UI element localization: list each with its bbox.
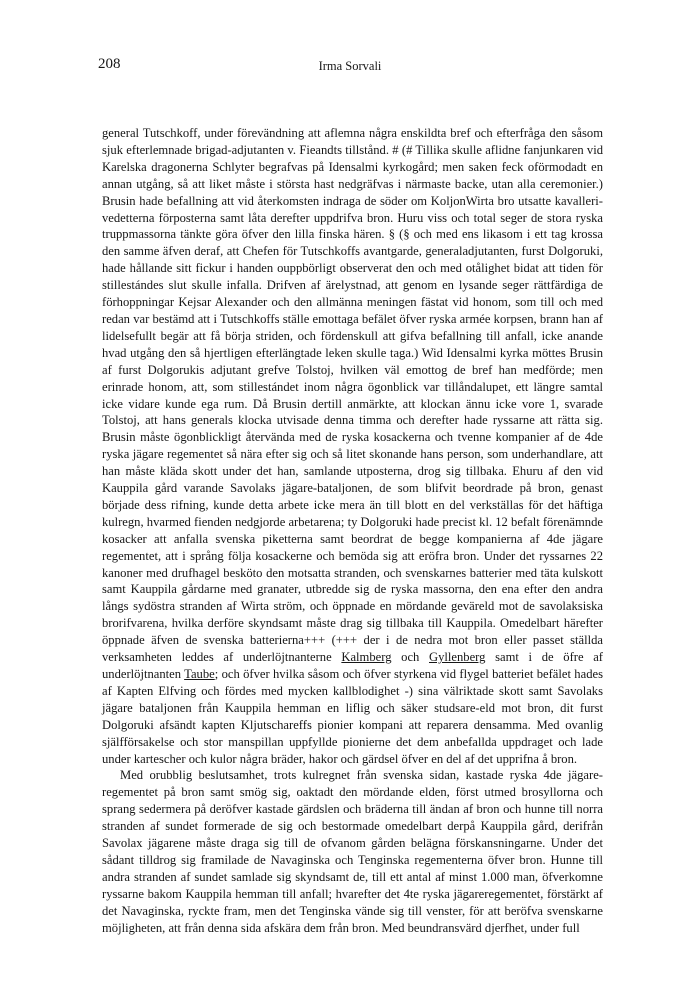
body-text bbox=[102, 125, 603, 937]
text-run: samt i de öfre af underlöjtnanten bbox=[102, 650, 603, 681]
running-header-author: Irma Sorvali bbox=[318, 59, 382, 73]
paragraph bbox=[102, 125, 603, 767]
page-number: 208 bbox=[98, 56, 121, 72]
text-run: Med orubblig beslutsamhet, trots kulregnet från svenska sidan, kastade ryska 4de jägare-regementet på bron samt smög sig, oaktadt den mördande elden, först utmed brosyllorna och sprang sedermera på deröfver kastade gärdslen och bräderna till ändan af bron och hunne till norra stranden af sundet formerade de sig och bestormade omedelbart derpå Kauppila gård, derifrån Savolax jägarene måste draga sig till de ofvanom gården belägna förskansningarne. Under det sådant tilldrog sig framilade de Navaginska och Tenginska regementerna öfver bron. Hunne till andra stranden af sundet samlade sig skyndsamt de, till ett antal af minst 1.000 man, öfverkomne ryssarne bakom Kauppila hemman till anfall; hvarefter det 4te ryska jägareregementet, förstärkt af det Navaginska, ryckte fram, men det Tenginska vände sig till venster, för att beröfva svenskarne möjligheten, att från denna sida afskära dem från bron. Med beundransvärd djerfhet, under full bbox=[102, 768, 603, 935]
text-run: ; och öfver hvilka såsom och öfver styrkena vid flygel batteriet befälet hades af Kapten Elfving och fördes med mycken kallblodighet -) sina välriktade skott samt Savolaks jägare bataljonen från Kauppila hemman en liflig och säker studsare-eld mot bron, dit furst Dolgoruki afsändt kapten Kljutschareffs pionier kompani att reparera densamma. Med ovanlig själfförsakelse och stor manspillan uppfyllde pionierne det dem anbefallda uppdraget och lade under kartescher och kulor några bräder, hakor och gärdsel öfver en del af det upprifna å bron. bbox=[102, 667, 603, 766]
text-run: general Tutschkoff, under förevändning att aflemna några enskildta bref och efterfråga den såsom sjuk efterlemnade brigad-adjutanten v. Fieandts tillstånd. # (# Tillika skulle aflidne fanjunkaren vid Karelska dragonerna Schlyter begrafvas på Idensalmi kyrkogård; men saken feck oförmodadt en annan utgång, så att liket måste i största hast nedgräfvas i närmaste backe, utan alla ceremonier.) Brusin hade befallning att vid återkomsten indraga de söder om KoljonWirta bro utsatte kavalleri-vedetterna förposterna samt låta derefter uppdrifva bron. Huru viss och total seger de stora ryska truppmassorna tänkte göra öfver den lilla finska hären. § (§ och med ens likasom i ett tag krossa den samme äfven deraf, att Chefen för Tutschkoffs avantgarde, generaladjutanten, furst Dolgoruki, hade hållande sitt fickur i handen ouppbörligt observerat den och med otålighet bidat att tiden för stillestándes slut skulle infalla. Drifven af ärelystnad, att genom en lysande seger rättfärdiga de förhoppningar Kejsar Alexander och den allmänna meningen fästat vid honom, som till och med redan var bestämd att i Tutschkoffs ställe emottaga befälet öfver ryska armée korpsen, brann han af lidelsefullt begär att få börja striden, och fördenskull att gifva befallning till anfall, icke anande hvad utgång den så hjertligen efterlängtade leken skulle taga.) Wid Idensalmi kyrka möttes Brusin af furst Dolgorukis adjutant grefve Tolstoj, hvilken väl emottog de bref han medförde; men erinrade honom, att, som stillestándet inom några ögonblick var tillåndalupet, ett längre samtal icke vidare kunde ega rum. Då Brusin dertill anmärkte, att klockan ännu icke vore 1, svarade Tolstoj, att hans generals klocka utvisade denna timma och derefter hade ryssarne att rätta sig. Brusin måste ögonblickligt återvända med de ryska kosackerna och tvenne kompanier af de 4de ryska jägare regementet så nära efter sig och så litet skonande hans person, som underhandlare, att han måste kläda skott under det han, samlande utposterna, drog sig tillbaka. Ehuru af den vid Kauppila gård varande Savolaks jägare-bataljonen, de som blifvit beordrade på bron, genast började dess rifning, kunde detta arbete icke mera än till blott en del verkställas för det häftiga kulregn, hvarmed fienden nedgjorde arbetarena; ty Dolgoruki hade precist kl. 12 befalt förenämnde kosacker att anfalla svenska piketterna samt beordrat de begge kompanierna af 4de jägare regementet, att i språng följa kosackerne och bemöda sig att eröfra bron. Under det ryssarnes 22 kanoner med drufhagel besköto den motsatta stranden, och svenskarnes batterier med täta kulskott samt Kauppila gårdarne med granater, utbredde sig de ryska massorna, den ena efter den andra långs sydöstra stranden af Wirta ström, och öppnade en mördande geväreld mot de savolaksiska brorifvarena, hvilka derföre skyndsamt måste drag sig tillbaka till Kauppila. Omedelbart härefter öppnade äfven de svenska batterierna+++ (+++ der i de nedra mot bron eller passet ställda verksamheten leddes af underlöjtnanterne bbox=[102, 126, 603, 665]
underlined-name: Kalmberg bbox=[341, 650, 392, 665]
underlined-name: Taube bbox=[184, 667, 215, 681]
paragraph bbox=[102, 767, 603, 936]
text-run: och bbox=[391, 650, 430, 665]
underlined-name: Gyllenberg bbox=[429, 650, 486, 665]
